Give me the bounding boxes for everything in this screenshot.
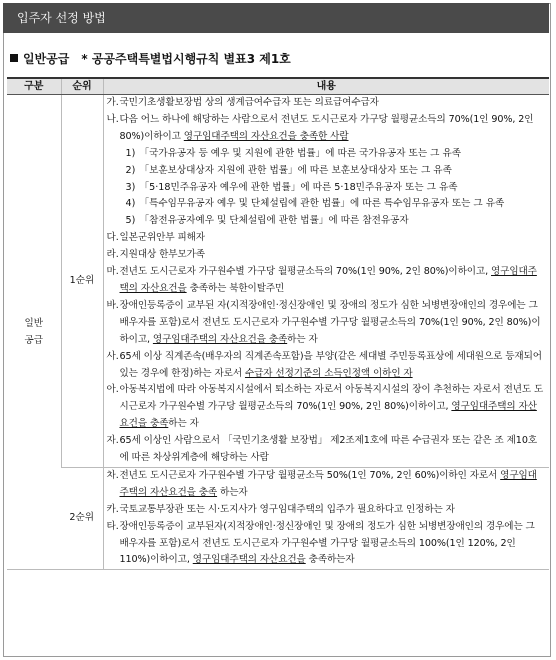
header-rank: 순위 [61,78,103,95]
item-text-part: 하는 자 [287,333,318,345]
item-underlined-text: 영구임대주택의 자산요건을 [119,266,537,294]
item-marker: 다. [106,232,119,244]
item-marker: 가. [106,97,119,108]
item-underlined-text: 영구임대주택의 자산요건을 충족 [152,333,288,345]
item-marker: 아. [106,384,119,396]
item-text-part: 충족하는자 [305,554,355,566]
item-underlined-text: 수급자 선정기준의 소득인정액 이하인 자 [244,367,413,379]
item-text [120,468,546,502]
category-cell [7,95,61,570]
item-marker: 자. [106,435,119,447]
item-text: 65세 이상인 사람으로서 「국민기초생활 보장법」 제2조제1호에 따른 수급권자 또는 같은 조 제10호에 따른 차상위계층에 해당하는 사람 [119,435,537,464]
list-item [107,468,546,502]
list-item [107,112,546,146]
section-title-text: 일반공급 [23,52,70,66]
item-text [120,519,546,570]
item-marker: 3) [125,181,136,193]
item-marker: 타. [106,520,119,532]
item-marker: 2) [125,164,136,176]
item-text-part: 65세 이상 직계존속(배우자의 직계존속포함)을 부양(같은 세대별 주민등록표상에 세대원으로 등재되어 있는 경우에 한정)하는 자로서 [119,350,542,379]
item-text: 일본군위안부 피해자 [119,232,205,244]
item-text-part: 하는자 [217,486,248,498]
list-item [107,264,546,298]
sub-list-item [107,146,546,163]
header-bar [3,3,549,33]
table-row-rank1 [7,95,549,468]
rank1-cell: 1순위 [61,95,103,468]
item-text-part: 장애인등록증이 교부된자(지적장애인·정신장애인 및 장애의 정도가 심한 뇌병변장애인의 경우에는 그 배우자를 포함)로서 전년도 도시근로자 가구원수별 가구당 월평균소득의 100%(1인 120%, 2인 110%)이하이고, [119,520,535,566]
list-item [107,298,546,349]
item-underlined-text: 영구임대주택의 자산요건을 [192,554,306,566]
section-title [10,50,291,67]
category-label-1: 일반 [24,318,44,330]
item-marker: 4) [125,198,136,210]
item-marker: 카. [106,503,119,515]
item-marker: 마. [106,266,119,278]
item-text: 「국가유공자 등 예우 및 지원에 관한 법률」에 따른 국가유공자 또는 그 유족 [139,147,461,159]
selection-table [7,77,549,570]
list-item [107,230,546,247]
item-text-part: 하는 자 [168,418,199,430]
item-marker: 1) [125,147,136,159]
item-text: 지원대상 한부모가족 [119,249,205,261]
item-text: 「보훈보상대상자 지원에 관한 법률」에 따른 보훈보상대상자 또는 그 유족 [139,164,452,176]
table-row-rank2 [7,467,549,569]
item-marker: 차. [106,469,119,481]
item-text: 「특수임무유공자 예우 및 단체설립에 관한 법률」에 따른 특수임무유공자 또는 그 유족 [139,198,505,210]
item-text: 「5·18민주유공자 예우에 관한 법률」에 따른 5·18민주유공자 또는 그 유족 [139,181,458,193]
item-text-part: 다음 어느 하나에 해당하는 사람으로서 전년도 도시근로자 가구당 월평균소득의 70%(1인 90%, 2인 80%)이하이고 [119,113,534,142]
item-underlined-text: 영구임대주택의 자산요건을 충족 [119,469,537,498]
item-text [120,112,546,146]
item-marker: 사. [106,350,119,362]
list-item [107,382,546,433]
list-item [107,502,546,519]
header-content: 내용 [103,78,549,95]
rank2-content [103,467,549,569]
sub-list-item [107,213,546,230]
rank1-content [103,95,549,468]
item-text [120,382,546,433]
header-category: 구분 [7,78,61,95]
item-text-part: 아동복지법에 따라 아동복지시설에서 퇴소하는 자로서 아동복지시설의 장이 추천하는 자로서 전년도 도시근로자 가구원수별 가구당 월평균소득의 70%(1인 90%, 2인 80%)이하이고, [119,384,544,413]
item-text-part: 전년도 도시근로자 가구원수별 가구당 월평균소득 50%(1인 70%, 2인 60%)이하인 자로서 [119,469,501,481]
list-item [107,519,546,570]
header-title: 입주자 선정 방법 [17,11,106,25]
item-marker: 나. [106,113,119,125]
list-item [107,433,546,467]
item-text [120,298,546,349]
item-text: 국토교통부장관 또는 시·도지사가 영구임대주택의 입주가 필요하다고 인정하는 자 [119,503,455,515]
section-note: * 공공주택특별법시행규칙 별표3 제1호 [81,52,291,66]
item-text-part: 전년도 도시근로자 가구원수별 가구당 월평균소득의 70%(1인 90%, 2인 80%)이하이고, [119,266,492,278]
item-marker: 바. [106,299,119,311]
item-text-part: 충족하는 북한이탈주민 [186,282,285,294]
sub-list-item [107,180,546,197]
list-item [107,349,546,383]
item-underlined-text: 영구임대주택의 자산요건을 충족 [119,401,537,430]
list-item [107,247,546,264]
category-label-2: 공급 [24,335,44,347]
item-marker: 5) [125,215,136,227]
list-item [107,95,546,112]
square-bullet-icon [10,54,18,62]
item-underlined-text: 영구임대주택의 자산요건을 충족한 사람 [183,130,349,142]
table-header-row [7,78,549,95]
item-marker: 라. [106,249,119,261]
item-text-part: 장애인등록증이 교부된 자(지적장애인·정신장애인 및 장애의 정도가 심한 뇌병변장애인의 경우에는 그 배우자를 포함)로서 전년도 도시근로자 가구원수별 가구당 월평균소득의 70%(1인 90%, 2인 80%)이하이고, [119,299,541,345]
rank2-cell: 2순위 [61,467,103,569]
item-text [120,264,546,298]
item-text [120,349,546,383]
item-text: 「참전유공자예우 및 단체설립에 관한 법률」에 따른 참전유공자 [139,215,409,227]
item-text: 국민기초생활보장법 상의 생계급여수급자 또는 의료급여수급자 [119,97,379,108]
sub-list-item [107,196,546,213]
sub-list-item [107,163,546,180]
